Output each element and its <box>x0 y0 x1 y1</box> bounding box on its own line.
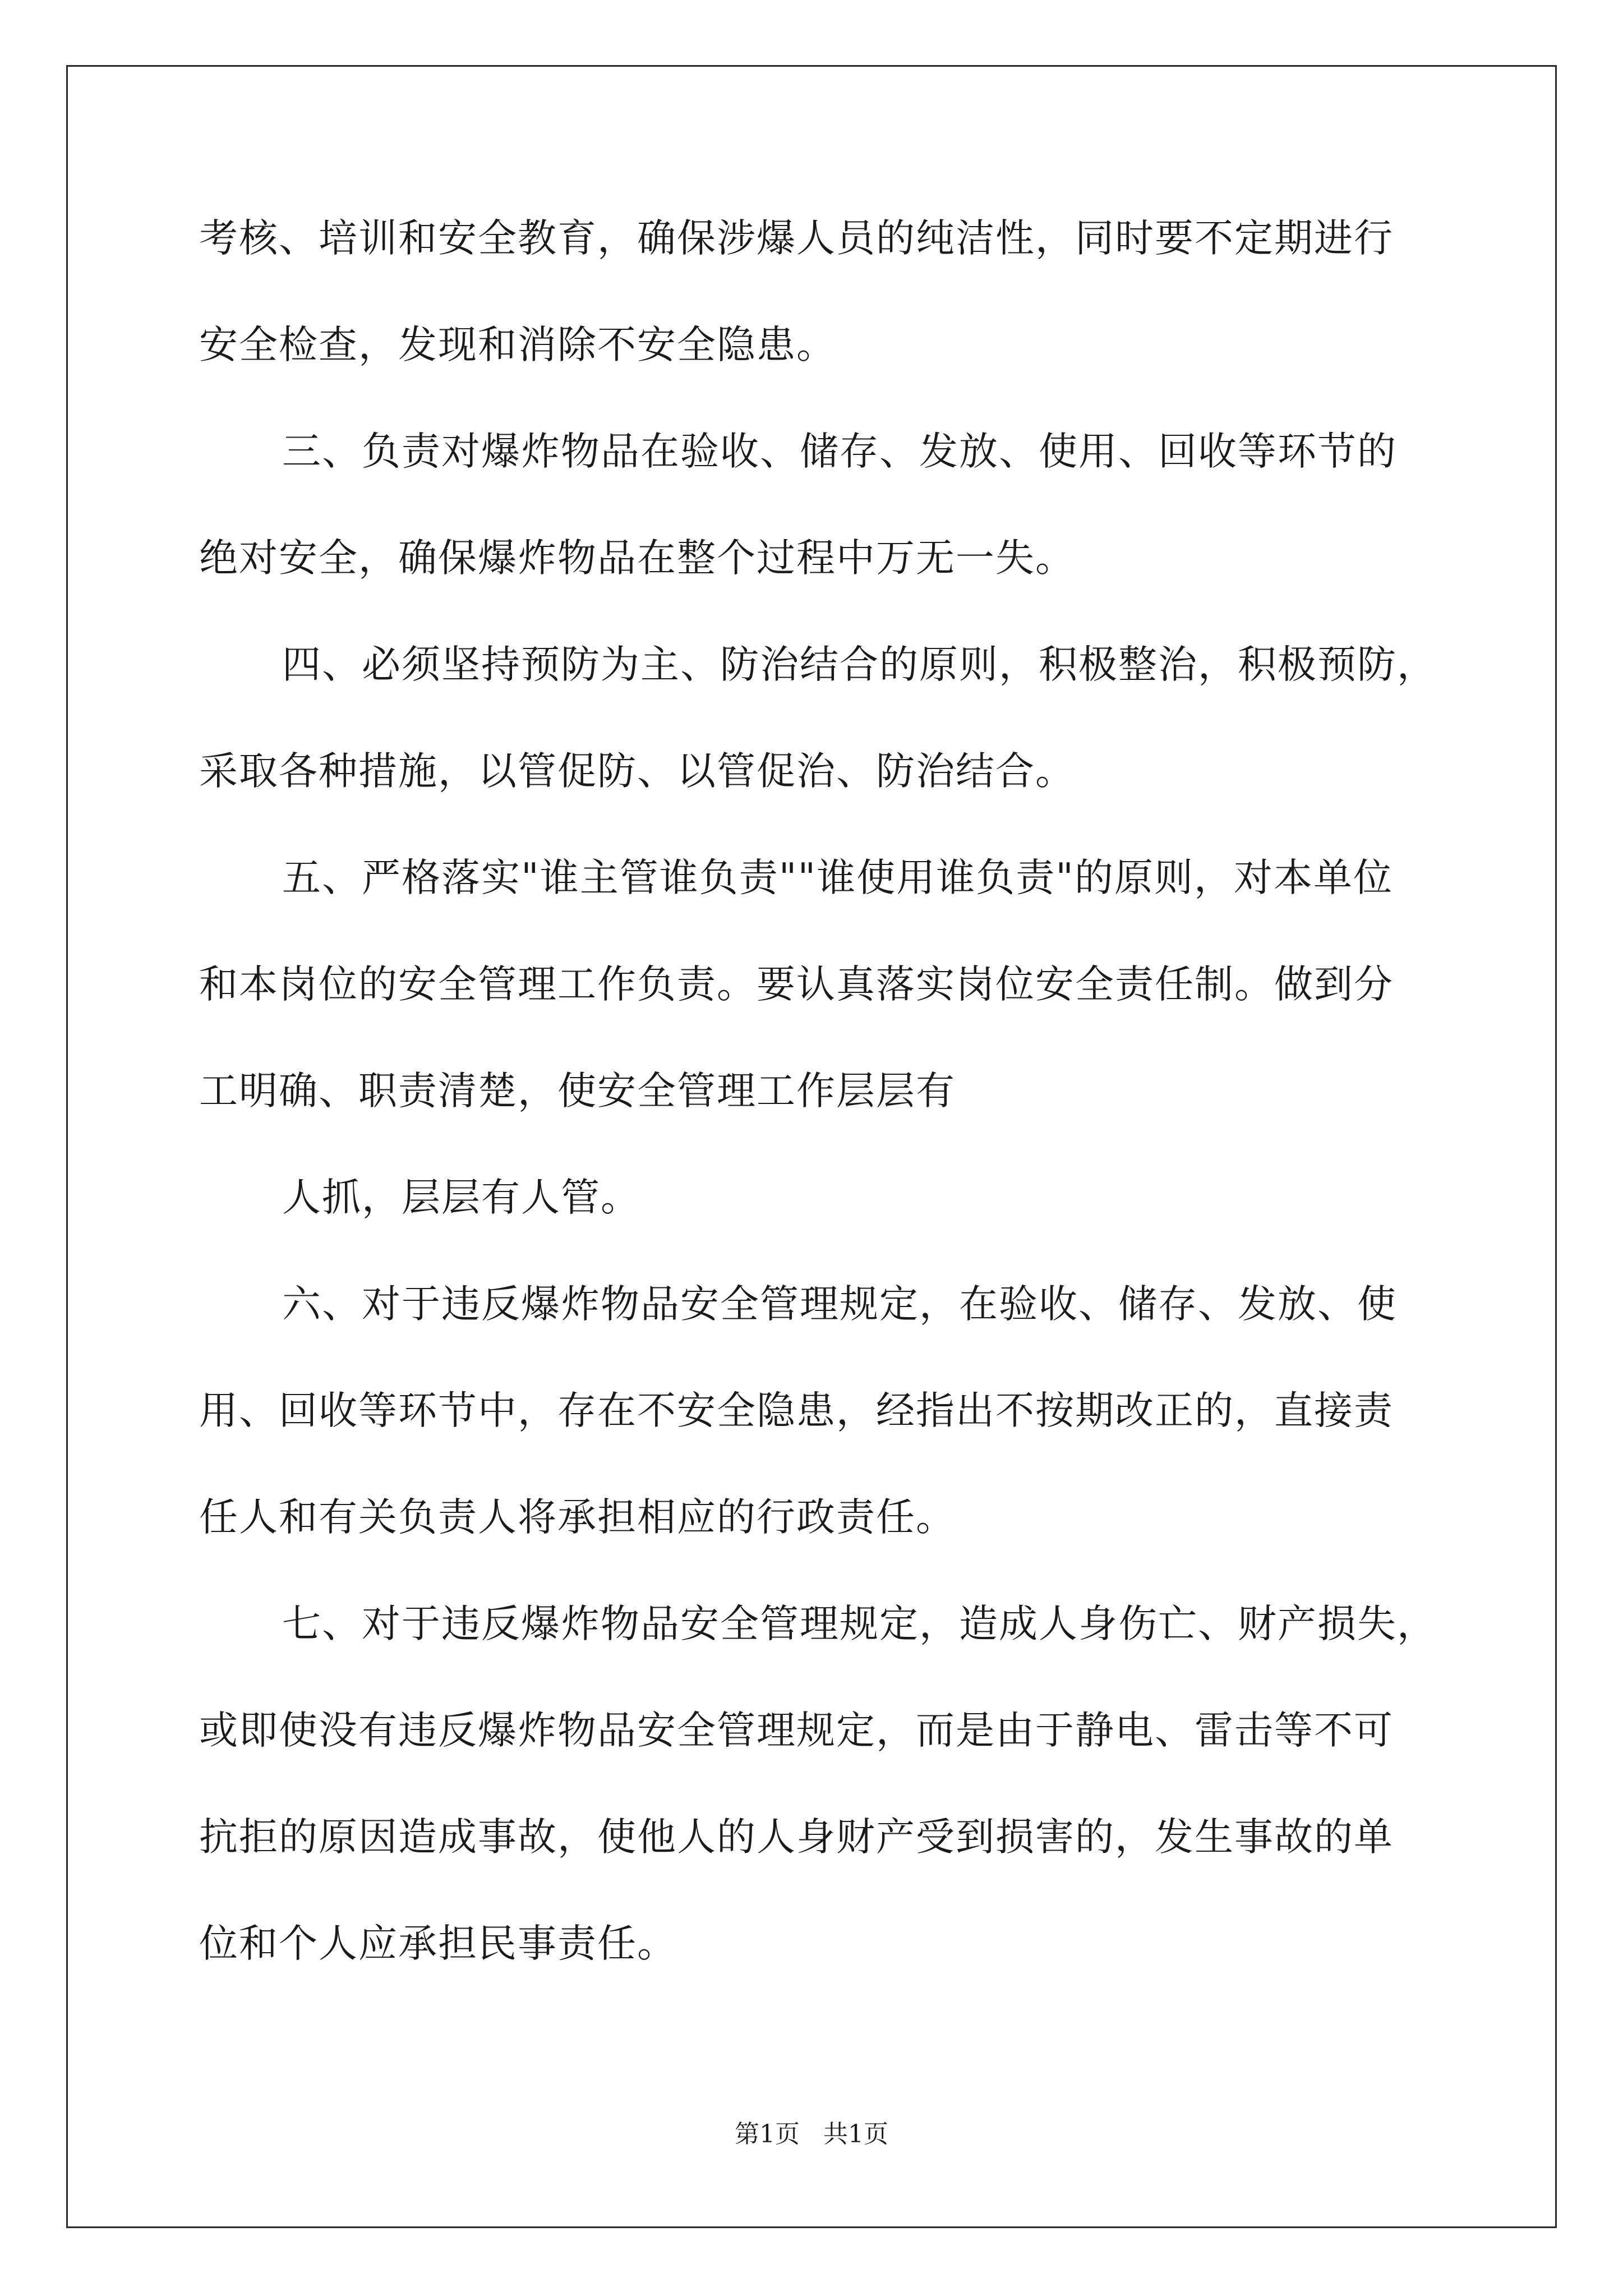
text-line: 安全检查，发现和消除不安全隐患。 <box>199 323 836 367</box>
document-body <box>199 212 1437 2024</box>
text-line: 和本岗位的安全管理工作负责。要认真落实岗位安全责任制。做到分 <box>199 962 1394 1007</box>
text-line: 七、对于违反爆炸物品安全管理规定，造成人身伤亡、财产损失， <box>282 1602 1437 1646</box>
text-line: 三、负责对爆炸物品在验收、储存、发放、使用、回收等环节的 <box>282 429 1397 474</box>
text-line: 工明确、职责清楚，使安全管理工作层层有 <box>199 1069 956 1114</box>
text-line: 任人和有关负责人将承担相应的行政责任。 <box>199 1495 956 1540</box>
text-line: 六、对于违反爆炸物品安全管理规定，在验收、储存、发放、使 <box>282 1282 1397 1327</box>
text-line: 抗拒的原因造成事故，使他人的人身财产受到损害的，发生事故的单 <box>199 1815 1394 1860</box>
text-line: 四、必须坚持预防为主、防治结合的原则，积极整治，积极预防， <box>282 642 1437 687</box>
text-line: 采取各种措施，以管促防、以管促治、防治结合。 <box>199 749 1075 794</box>
text-line: 用、回收等环节中，存在不安全隐患，经指出不按期改正的，直接责 <box>199 1388 1394 1433</box>
page-footer: 第1页 共1页 <box>735 2120 888 2148</box>
text-line: 绝对安全，确保爆炸物品在整个过程中万无一失。 <box>199 536 1075 581</box>
text-line: 考核、培训和安全教育，确保涉爆人员的纯洁性，同时要不定期进行 <box>199 216 1394 261</box>
text-line: 人抓，层层有人管。 <box>282 1175 640 1220</box>
text-line: 五、严格落实"谁主管谁负责""谁使用谁负责"的原则，对本单位 <box>282 855 1393 900</box>
text-line: 位和个人应承担民事责任。 <box>199 1921 677 1966</box>
text-line: 或即使没有违反爆炸物品安全管理规定，而是由于静电、雷击等不可 <box>199 1708 1394 1753</box>
